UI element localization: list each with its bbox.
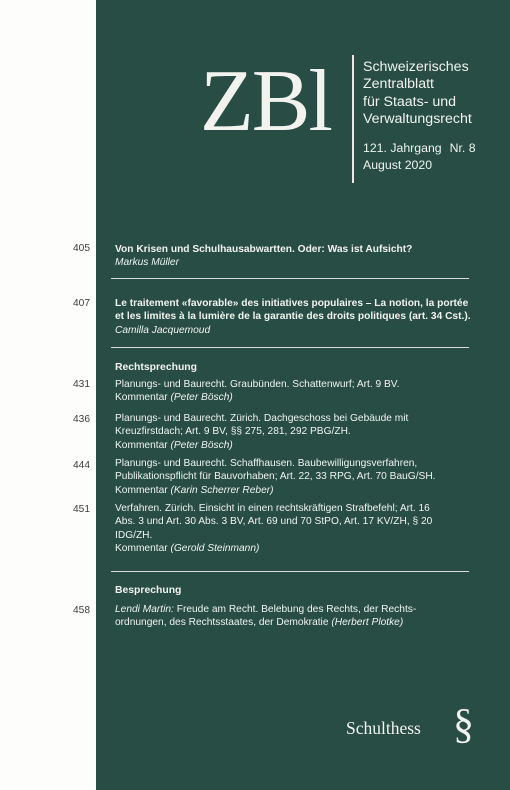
article-author: Markus Müller	[115, 257, 179, 269]
article-author: Camilla Jacquemoud	[115, 324, 211, 336]
page-number: 407	[73, 298, 90, 309]
article-entry	[115, 243, 412, 270]
case-text-line: Planungs- und Baurecht. Zürich. Dachgeschoss bei Gebäude mit	[115, 413, 409, 424]
case-entry	[115, 457, 436, 497]
issue-date: August 2020	[363, 158, 433, 172]
journal-name-line: Schweizerisches	[363, 59, 469, 75]
separator	[111, 278, 469, 279]
review-title-line: ordnungen, des Rechtsstaates, der Demokratie	[115, 617, 332, 629]
case-entry	[115, 502, 432, 555]
commentator: (Peter Bösch)	[170, 439, 233, 451]
comment-label: Kommentar	[115, 484, 171, 496]
page-number: 431	[73, 379, 90, 390]
journal-name-line: Verwaltungsrecht	[363, 110, 472, 127]
page-number: 458	[73, 605, 90, 616]
commentator: (Peter Bösch)	[170, 392, 233, 404]
page-number: 436	[73, 414, 90, 425]
page-number: 451	[73, 504, 90, 515]
article-title: Von Krisen und Schulhausabwartten. Oder: Was ist Aufsicht?	[115, 244, 413, 255]
case-text-line: IDG/ZH.	[115, 529, 153, 541]
comment-label: Kommentar	[115, 439, 171, 451]
publisher-name: Schulthess	[346, 718, 421, 738]
commentator: (Gerold Steinmann)	[170, 542, 260, 554]
logo-divider	[352, 55, 354, 183]
reviewer: (Herbert Plotke)	[331, 617, 404, 629]
section-heading-besprechung: Besprechung	[115, 585, 182, 596]
issue-number: Nr. 8	[449, 141, 476, 155]
separator	[111, 571, 469, 572]
journal-logo: ZBl	[200, 53, 331, 150]
journal-name-line: für Staats- und	[363, 93, 457, 110]
case-text-line: Verfahren. Zürich. Einsicht in einen rechtskräftigen Strafbefehl; Art. 16	[115, 503, 430, 514]
page-number: 405	[73, 243, 90, 254]
section-heading-rechtsprechung: Rechtsprechung	[115, 362, 197, 373]
comment-label: Kommentar	[115, 542, 171, 554]
reviewed-author: Lendi Martin:	[115, 604, 174, 615]
commentator: (Karin Scherrer Reber)	[170, 484, 274, 496]
volume: 121. Jahrgang	[363, 141, 442, 155]
case-text-line: Planungs- und Baurecht. Graubünden. Schattenwurf; Art. 9 BV.	[115, 379, 400, 390]
page-number: 444	[73, 460, 90, 471]
case-text-line: Abs. 3 und Art. 30 Abs. 3 BV, Art. 69 und 70 StPO, Art. 17 KV/ZH, § 20	[115, 516, 433, 528]
review-title-line: Freude am Recht. Belebung des Rechts, der Rechts-	[173, 604, 417, 615]
case-entry	[115, 412, 408, 452]
article-title-line: Le traitement «favorable» des initiatives populaires – La notion, la portée	[115, 298, 469, 309]
separator	[111, 347, 469, 348]
issue-info	[363, 140, 476, 174]
journal-name	[363, 59, 508, 128]
case-entry	[115, 378, 400, 405]
case-text-line: Planungs- und Baurecht. Schaffhausen. Baubewilligungsverfahren,	[115, 458, 418, 469]
case-text-line: Publikationspflicht für Bauvorhaben; Art. 22, 33 RPG, Art. 70 BauG/SH.	[115, 471, 436, 483]
case-text-line: Kreuzfirstdach; Art. 9 BV, §§ 275, 281, 292 PBG/ZH.	[115, 426, 351, 438]
journal-name-line: Zentralblatt	[363, 76, 434, 93]
comment-label: Kommentar	[115, 392, 171, 404]
article-title-line: et les limites à la lumière de la garantie des droits politiques (art. 34 Cst.).	[115, 311, 471, 323]
section-sign-logo: §	[453, 702, 474, 748]
article-entry	[115, 297, 471, 337]
review-entry	[115, 603, 416, 630]
